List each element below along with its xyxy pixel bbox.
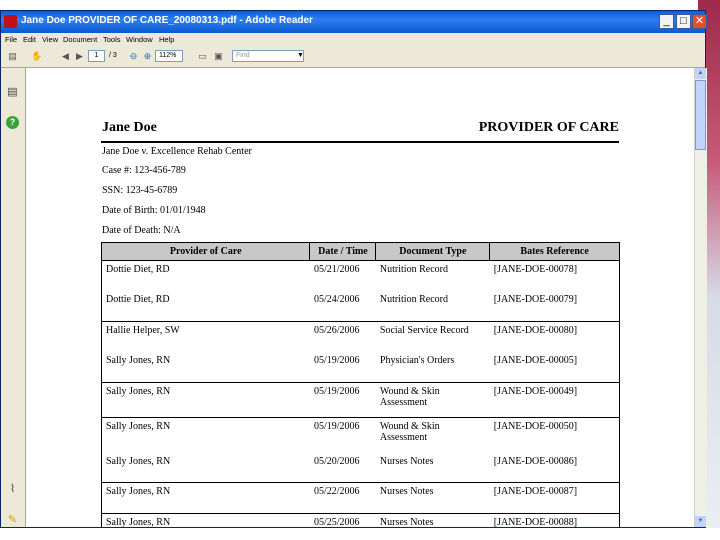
cell-document-type: Wound & Skin Assessment (379, 421, 440, 443)
find-input[interactable]: Find (232, 50, 304, 62)
menu-window[interactable]: Window (126, 35, 153, 44)
cell-bates: [JANE-DOE-00079] (490, 291, 620, 322)
cell-document-type: Wound & Skin Assessment (376, 383, 490, 418)
scroll-down-icon[interactable]: ▼ (695, 516, 706, 527)
toolbar (1, 46, 705, 68)
cell-provider: Sally Jones, RN (102, 418, 310, 453)
cell-document-type: Nutrition Record (376, 291, 490, 322)
cell-date: 05/19/2006 (310, 352, 376, 383)
reader-window (0, 10, 706, 528)
document-view[interactable] (26, 68, 694, 527)
cell-document-type: Nutrition Record (379, 264, 448, 275)
cell-bates: [JANE-DOE-00088] (490, 514, 620, 528)
cell-document-type: Social Service Record (379, 325, 469, 336)
table-row (102, 291, 620, 322)
cell-provider: Sally Jones, RN (102, 383, 310, 418)
table-row (102, 383, 620, 418)
ssn: SSN: 123-45-6789 (102, 185, 178, 196)
zoom-input[interactable]: 112% (155, 50, 183, 62)
cell-bates: [JANE-DOE-00049] (490, 383, 620, 418)
header-rule (101, 141, 619, 143)
menu-edit[interactable]: Edit (23, 35, 36, 44)
hand-tool-icon[interactable]: ✋ (31, 51, 43, 61)
zoom-out-icon[interactable]: ⊖ (129, 51, 138, 61)
header-bates: Bates Reference (490, 243, 620, 261)
cell-date: 05/24/2006 (310, 291, 376, 322)
menu-view[interactable]: View (42, 35, 59, 44)
cell-document-type: Nurses Notes (376, 514, 490, 528)
pages-icon[interactable]: ▤ (7, 86, 18, 98)
menu-bar (1, 33, 705, 46)
comments-icon[interactable]: ✎ (7, 514, 18, 526)
print-icon[interactable]: ▤ (8, 51, 17, 61)
next-page-icon[interactable]: ▶ (76, 51, 83, 61)
title-bar[interactable] (1, 11, 705, 33)
paperclip-icon[interactable]: ⌇ (9, 483, 16, 495)
table-row (102, 418, 620, 453)
navigation-panel (1, 68, 26, 527)
vertical-scrollbar[interactable] (694, 68, 707, 527)
scroll-up-icon[interactable]: ▲ (695, 68, 706, 79)
case-number: Case #: 123-456-789 (102, 165, 186, 176)
cell-date: 05/22/2006 (310, 483, 376, 514)
zoom-in-icon[interactable]: ⊕ (143, 51, 152, 61)
cell-provider: Sally Jones, RN (102, 352, 310, 383)
help-icon[interactable]: ? (6, 116, 19, 129)
header-provider: Provider of Care (102, 243, 310, 261)
cell-provider: Hallie Helper, SW (102, 322, 310, 352)
menu-help[interactable]: Help (159, 35, 175, 44)
cell-date: 05/19/2006 (313, 421, 360, 432)
menu-document[interactable]: Document (63, 35, 98, 44)
patient-name: Jane Doe (102, 120, 157, 135)
cell-date: 05/19/2006 (310, 383, 376, 418)
header-document-type: Document Type (376, 243, 490, 261)
cell-date: 05/21/2006 (313, 264, 360, 275)
table-row (102, 352, 620, 383)
cell-bates: [JANE-DOE-00087] (490, 483, 620, 514)
cell-provider: Sally Jones, RN (102, 483, 310, 514)
table-row (102, 322, 620, 352)
cell-date: 05/20/2006 (310, 453, 376, 483)
date-of-birth: Date of Birth: 01/01/1948 (102, 205, 206, 216)
fit-width-icon[interactable]: ▣ (214, 51, 223, 61)
cell-provider: Sally Jones, RN (102, 453, 310, 483)
window-title: Jane Doe PROVIDER OF CARE_20080313.pdf - Adobe Reader (21, 15, 313, 26)
cell-date: 05/26/2006 (313, 325, 360, 336)
desktop-bottom (0, 528, 720, 540)
page-total: / 3 (109, 52, 117, 59)
fit-page-icon[interactable]: ▭ (198, 51, 207, 61)
table-row (102, 514, 620, 528)
minimize-button[interactable]: _ (659, 14, 674, 29)
document-title: PROVIDER OF CARE (478, 120, 619, 135)
adobe-reader-icon (4, 15, 17, 28)
scrollbar-thumb[interactable] (695, 80, 706, 150)
cell-provider: Dottie Diet, RD (102, 291, 310, 322)
header-date: Date / Time (310, 243, 376, 261)
previous-page-icon[interactable]: ◀ (62, 51, 69, 61)
cell-document-type: Nurses Notes (376, 453, 490, 483)
cell-bates: [JANE-DOE-00005] (490, 352, 620, 383)
cell-provider: Dottie Diet, RD (102, 261, 310, 291)
table-row (102, 453, 620, 483)
cell-bates: [JANE-DOE-00078] (490, 261, 620, 291)
find-dropdown-icon[interactable]: ▼ (297, 52, 304, 59)
menu-file[interactable]: File (5, 35, 18, 44)
date-of-death: Date of Death: N/A (102, 225, 181, 236)
provider-table (101, 242, 620, 527)
page-number-input[interactable]: 1 (88, 50, 105, 62)
cell-document-type: Nurses Notes (376, 483, 490, 514)
maximize-button[interactable]: □ (676, 14, 691, 29)
cell-bates: [JANE-DOE-00086] (490, 453, 620, 483)
cell-bates: [JANE-DOE-00050] (490, 418, 620, 453)
menu-tools[interactable]: Tools (103, 35, 121, 44)
table-row (102, 483, 620, 514)
cell-date: 05/25/2006 (310, 514, 376, 528)
cell-bates: [JANE-DOE-00080] (490, 322, 620, 352)
cell-provider: Sally Jones, RN (102, 514, 310, 528)
cell-document-type: Physician's Orders (376, 352, 490, 383)
case-caption: Jane Doe v. Excellence Rehab Center (102, 146, 252, 157)
table-row (102, 261, 620, 291)
close-button[interactable]: ✕ (692, 14, 707, 29)
